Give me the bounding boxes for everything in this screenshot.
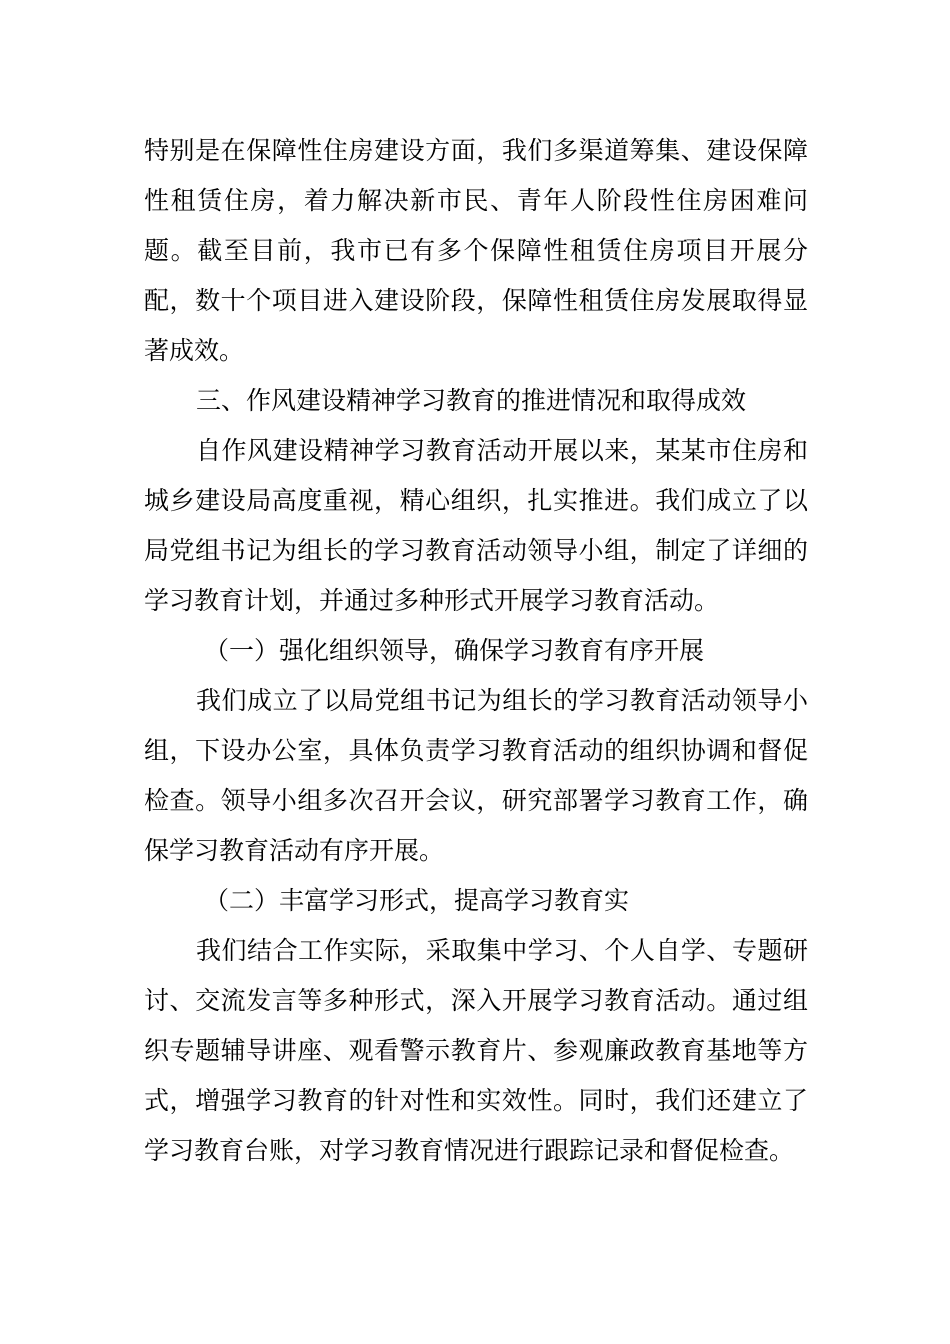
paragraph-subheading-2-body: 我们结合工作实际，采取集中学习、个人自学、专题研讨、交流发言等多种形式，深入开展学习教育活动。通过组织专题辅导讲座、观看警示教育片、参观廉政教育基地等方式，增强学习教育的针对性和实效性。同时，我们还建立了学习教育台账，对学习教育情况进行跟踪记录和督促检查。 <box>144 936 808 1165</box>
subheading-1: （一）强化组织领导，确保学习教育有序开展 <box>204 636 705 665</box>
subheading-2: （二）丰富学习形式，提高学习教育实 <box>204 886 630 915</box>
paragraph-subheading-1-body: 我们成立了以局党组书记为组长的学习教育活动领导小组，下设办公室，具体负责学习教育活动的组织协调和督促检查。领导小组多次召开会议，研究部署学习教育工作，确保学习教育活动有序开展。 <box>144 686 808 865</box>
section-heading-3: 三、作风建设精神学习教育的推进情况和取得成效 <box>196 386 747 415</box>
document-body <box>144 126 808 1176</box>
paragraph-section-3-intro: 自作风建设精神学习教育活动开展以来，某某市住房和城乡建设局高度重视，精心组织，扎实推进。我们成立了以局党组书记为组长的学习教育活动领导小组，制定了详细的学习教育计划，并通过多种形式开展学习教育活动。 <box>144 436 808 615</box>
paragraph-housing-continued: 特别是在保障性住房建设方面，我们多渠道筹集、建设保障性租赁住房，着力解决新市民、青年人阶段性住房困难问题。截至目前，我市已有多个保障性租赁住房项目开展分配，数十个项目进入建设阶段，保障性租赁住房发展取得显著成效。 <box>144 136 808 365</box>
